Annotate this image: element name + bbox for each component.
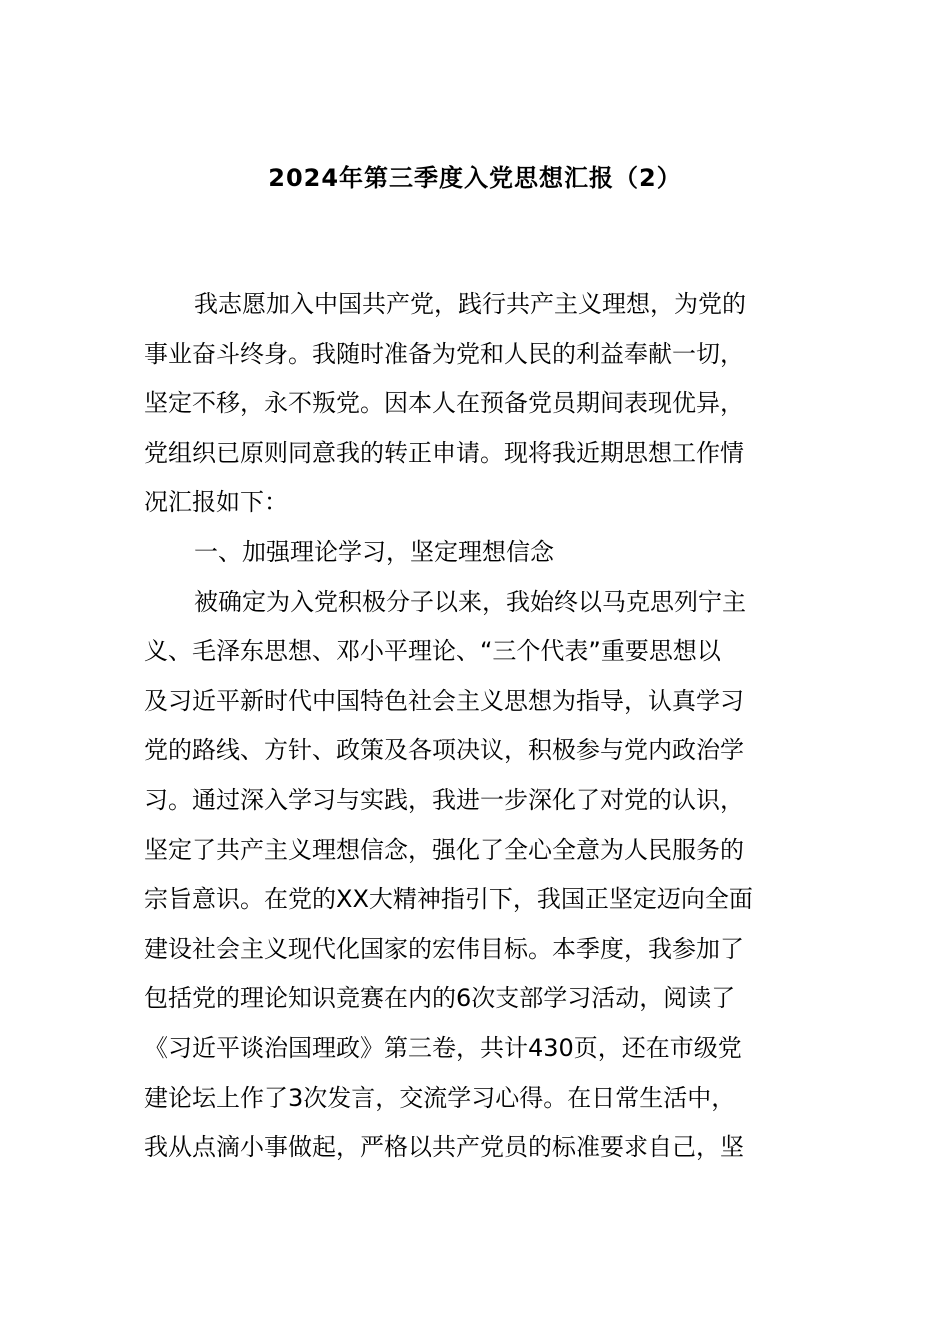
paragraph-line: 及习近平新时代中国特色社会主义思想为指导，认真学习 — [144, 686, 744, 715]
paragraph-line: 党组织已原则同意我的转正申请。现将我近期思想工作情 — [144, 438, 744, 467]
paragraph-line: 坚定不移，永不叛党。因本人在预备党员期间表现优异， — [144, 389, 744, 418]
paragraph-line: 包括党的理论知识竞赛在内的6次支部学习活动，阅读了 — [144, 984, 736, 1013]
paragraph-line: 况汇报如下： — [144, 488, 288, 517]
paragraph-line: 我从点滴小事做起，严格以共产党员的标准要求自己，坚 — [144, 1133, 744, 1162]
paragraph-line: 党的路线、方针、政策及各项决议，积极参与党内政治学 — [144, 736, 744, 765]
paragraph-line: 建论坛上作了3次发言，交流学习心得。在日常生活中， — [144, 1083, 736, 1112]
paragraph-line: 坚定了共产主义理想信念，强化了全心全意为人民服务的 — [144, 835, 744, 864]
paragraph-line: 我志愿加入中国共产党，践行共产主义理想，为党的 — [194, 290, 746, 318]
paragraph-line: 被确定为入党积极分子以来，我始终以马克思列宁主 — [194, 587, 746, 616]
section-heading: 一、加强理论学习，坚定理想信念 — [194, 537, 554, 566]
document-body — [144, 280, 812, 1173]
document-title: 2024年第三季度入党思想汇报（2） — [268, 164, 682, 192]
paragraph-line: 事业奋斗终身。我随时准备为党和人民的利益奉献一切， — [144, 339, 744, 368]
paragraph-line: 义、毛泽东思想、邓小平理论、“三个代表”重要思想以 — [144, 637, 721, 666]
paragraph-line: 《习近平谈治国理政》第三卷，共计430页，还在市级党 — [144, 1033, 742, 1062]
paragraph-line: 建设社会主义现代化国家的宏伟目标。本季度，我参加了 — [144, 934, 744, 963]
paragraph-line: 习。通过深入学习与实践，我进一步深化了对党的认识， — [144, 785, 744, 814]
paragraph-line: 宗旨意识。在党的XX大精神指引下，我国正坚定迈向全面 — [144, 885, 753, 914]
